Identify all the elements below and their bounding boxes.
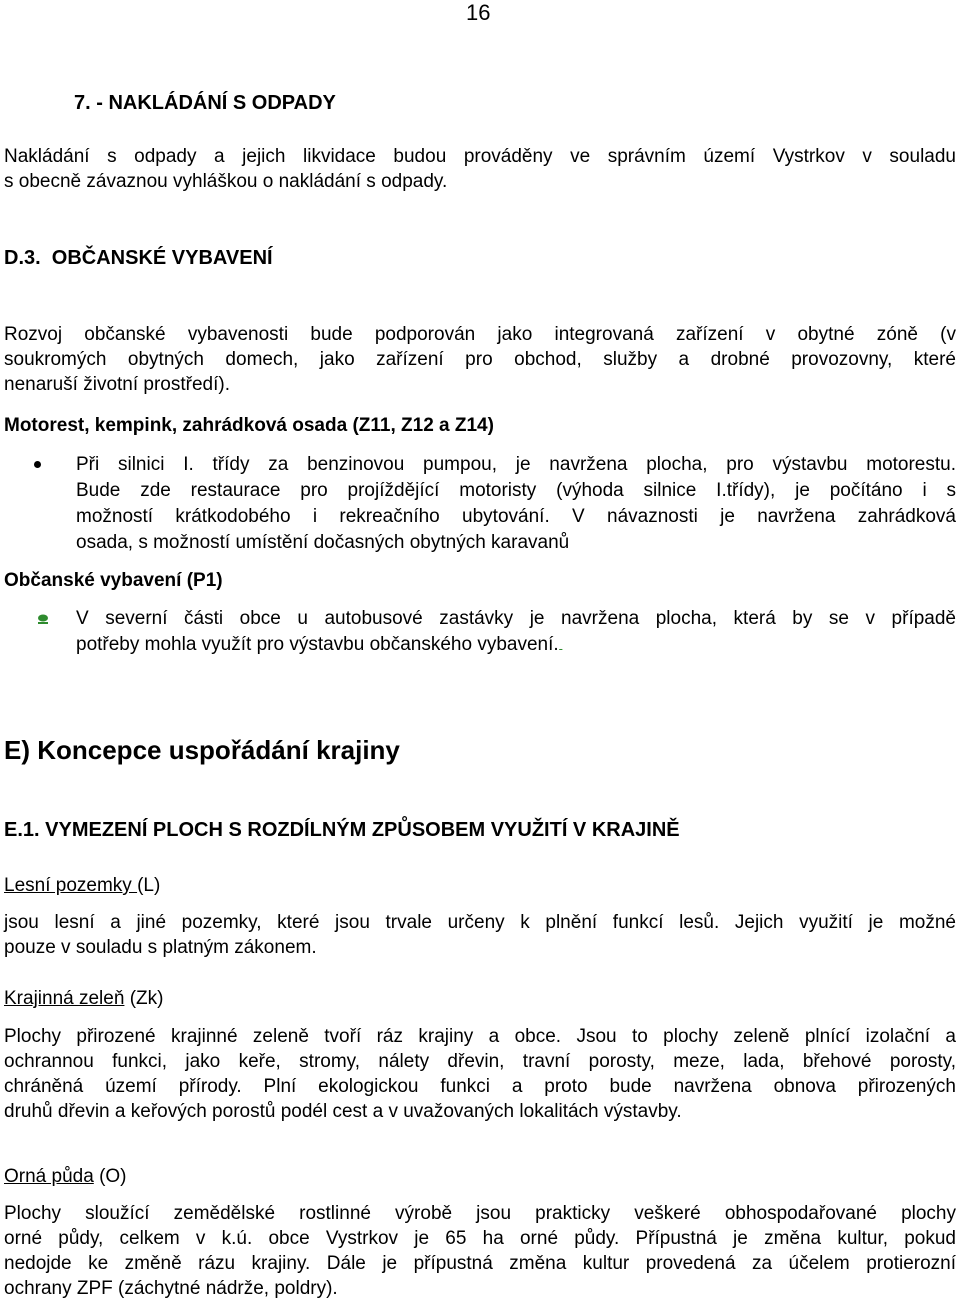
section-e-heading: E) Koncepce uspořádání krajiny [4, 735, 400, 765]
green-dash-mark: - [558, 641, 563, 656]
zelen-title: Krajinná zeleň [4, 988, 125, 1009]
zelen-para-line-2: ochrannou funkci, jako keře, stromy, nálety dřevin, travní porosty, meze, lada, břehové porosty, [4, 1051, 956, 1072]
obcanske-bullet-line-1: V severní části obce u autobusové zastávky je navržena plocha, která by se v případě [76, 608, 956, 629]
obcanske-heading: Občanské vybavení (P1) [4, 570, 223, 591]
lesni-para-line-1: jsou lesní a jiné pozemky, které jsou trvale určeny k plnění funkcí lesů. Jejich využití je možné [4, 912, 956, 933]
page-number: 16 [466, 0, 491, 25]
lesni-title: Lesní pozemky [4, 875, 138, 896]
motorest-bullet-line-3: možností krátkodobého i rekreačního ubytování. V návaznosti je navržena zahrádková [76, 506, 956, 527]
orna-para-line-1: Plochy sloužící zemědělské rostlinné výrobě jsou prakticky veškeré obhospodařované plochy [4, 1203, 956, 1224]
zelen-para-line-1: Plochy přirozené krajinné zeleně tvoří ráz krajiny a obce. Jsou to plochy zeleně plnící izolační a [4, 1026, 956, 1047]
zelen-para-line-3: chráněná území přírody. Plní ekologickou funkci a proto bude navržena obnova přirozených [4, 1076, 956, 1097]
zelen-para-line-4: druhů dřevin a keřových porostů podél cest a v uvažovaných lokalitách výstavby. [4, 1101, 682, 1122]
orna-para-line-2: orné půdy, celkem v k.ú. obce Vystrkov je 65 ha orné půdy. Přípustná je změna kultur, pokud [4, 1228, 956, 1249]
section-7-heading: 7. - NAKLÁDÁNÍ S ODPADY [74, 92, 336, 114]
orna-para-line-3: nedojde ke změně rázu krajiny. Dále je přípustná změna kultur provedená za účelem protierozní [4, 1253, 956, 1274]
zelen-title-line [4, 986, 163, 1011]
orna-title: Orná půda [4, 1166, 94, 1187]
section-7-para-line-2: s obecně závaznou vyhláškou o nakládání s odpady. [4, 171, 448, 192]
section-7-para-line-1: Nakládání s odpady a jejich likvidace budou prováděny ve správním území Vystrkov v souladu [4, 146, 956, 167]
d3-para-line-1: Rozvoj občanské vybavenosti bude podporován jako integrovaná zařízení v obytné zóně (v [4, 324, 956, 345]
e1-heading: E.1. VYMEZENÍ PLOCH S ROZDÍLNÝM ZPŮSOBEM VYUŽITÍ V KRAJINĚ [4, 819, 680, 841]
d3-heading: D.3. OBČANSKÉ VYBAVENÍ [4, 247, 273, 269]
bullet-dot-icon [34, 461, 41, 468]
d3-para-line-2: soukromých obytných domech, jako zařízení pro obchod, služby a drobné provozovny, které [4, 349, 956, 370]
orna-title-line [4, 1164, 127, 1189]
lesni-code: (L) [137, 875, 161, 896]
lesni-para-line-2: pouze v souladu s platným zákonem. [4, 937, 317, 958]
obcanske-bullet-line-2-wrap [76, 632, 563, 661]
obcanske-bullet-line-2: potřeby mohla využít pro výstavbu občanského vybavení. [76, 634, 559, 655]
motorest-bullet-line-4: osada, s možností umístění dočasných obytných karavanů [76, 532, 570, 553]
motorest-bullet-line-1: Při silnici I. třídy za benzinovou pumpou, je navržena plocha, pro výstavbu motorestu. [76, 454, 956, 475]
orna-para-line-4: ochrany ZPF (záchytné nádrže, poldry). [4, 1278, 338, 1299]
lesni-title-line [4, 873, 160, 898]
orna-code: (O) [93, 1166, 127, 1187]
motorest-bullet-line-2: Bude zde restaurace pro projíždějící motoristy (výhoda silnice I.třídy), je počítáno i s [76, 480, 956, 501]
zelen-code: (Zk) [124, 988, 164, 1009]
motorest-heading: Motorest, kempink, zahrádková osada (Z11, Z12 a Z14) [4, 415, 494, 436]
d3-para-line-3: nenaruší životní prostředí). [4, 374, 230, 395]
green-bullet-icon [36, 612, 50, 631]
